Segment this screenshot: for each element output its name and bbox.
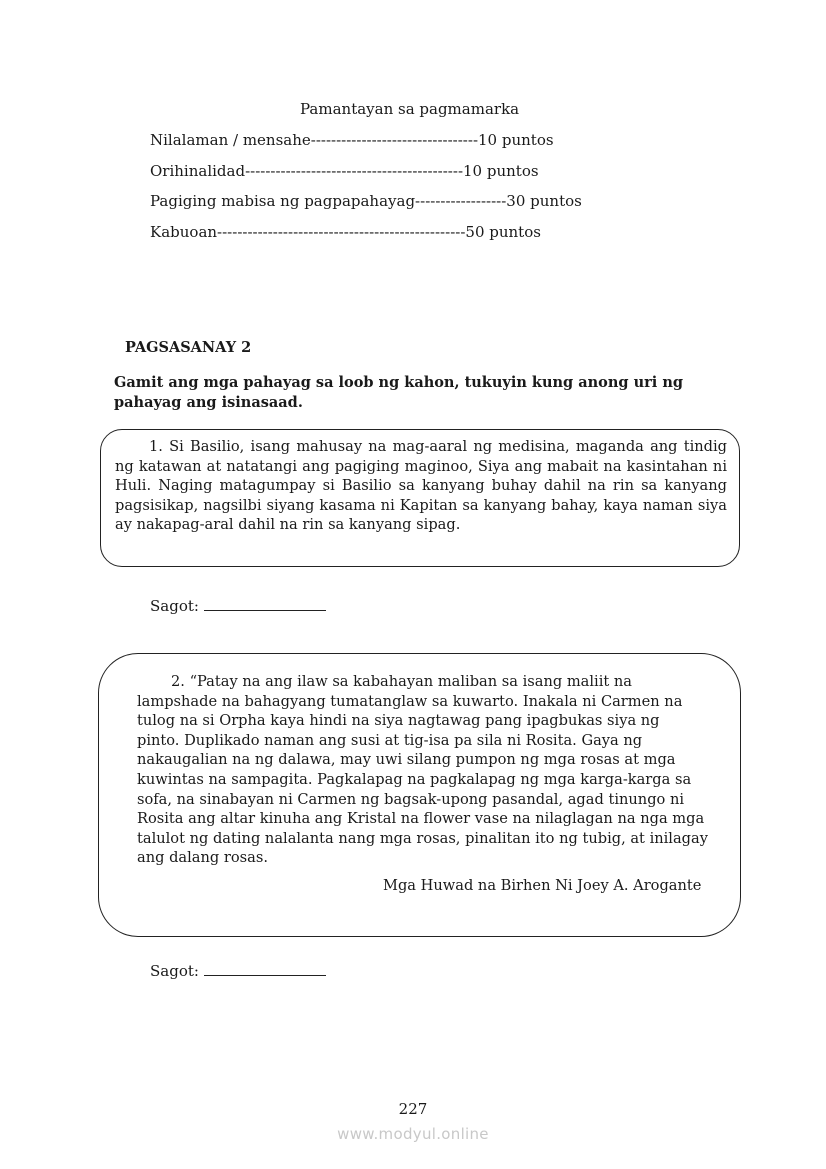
rubric-row-total: Kabuoan-------------------------------------------------50 puntos [150, 223, 541, 241]
passage-2-line: talulot ng dating nalalanta nang mga rosas, pinalitan ito ng tubig, at inilagay [137, 829, 708, 847]
answer-1 [150, 597, 326, 615]
passage-2-line: ang dalang rosas. [137, 849, 268, 867]
answer-label: Sagot: [150, 962, 199, 980]
page-number: 227 [398, 1100, 428, 1118]
passage-2-line: 2. “Patay na ang ilaw sa kabahayan maliban sa isang maliit na [171, 673, 632, 690]
passage-2-line: lampshade na bahagyang tumatanglaw sa kuwarto. Inakala ni Carmen na [137, 692, 683, 710]
passage-2-text [137, 672, 727, 868]
answer-2 [150, 962, 326, 980]
instructions: Gamit ang mga pahayag sa loob ng kahon, tukuyin kung anong uri ng pahayag ang isinasaad. [114, 374, 683, 411]
passage-2-line: nakaugalian na ng dalawa, may uwi silang pumpon ng mga rosas at mga [137, 751, 676, 769]
answer-blank-1[interactable] [204, 598, 326, 611]
rubric-title: Pamantayan sa pagmamarka [300, 100, 520, 118]
passage-2-attribution: Mga Huwad na Birhen Ni Joey A. Arogante [383, 877, 702, 894]
watermark: www.modyul.online [337, 1125, 489, 1143]
section-title: PAGSASANAY 2 [125, 339, 252, 356]
passage-2-line: pinto. Duplikado naman ang susi at tig-isa pa sila ni Rosita. Gaya ng [137, 731, 643, 749]
passage-2-line: Rosita ang altar kinuha ang Kristal na flower vase na nilaglagan na nga mga [137, 810, 705, 828]
answer-label: Sagot: [150, 597, 199, 615]
passage-1-text: 1. Si Basilio, isang mahusay na mag-aaral ng medisina, maganda ang tindig ng katawan at natatangi ang pagiging maginoo, Siya ang mabait na kasintahan ni Huli. Naging matagumpay si Basilio sa kanyang buhay dahil na rin sa kanyang pagsisikap, nagsilbi siyang kasama ni Kapitan sa kanyang bahay, kaya naman siya ay nakapag-aral dahil na rin sa kanyang sipag. [115, 438, 727, 534]
rubric-row-content: Nilalaman / mensahe---------------------------------10 puntos [150, 131, 554, 149]
passage-2-line: tulog na si Orpha kaya hindi na siya nagtawag pang ipagbukas siya ng [137, 712, 660, 730]
answer-blank-2[interactable] [204, 963, 326, 976]
rubric-row-effectiveness: Pagiging mabisa ng pagpapahayag------------------30 puntos [150, 192, 582, 210]
passage-2-line: kuwintas na sampagita. Pagkalapag na pagkalapag ng mga karga-karga sa [137, 770, 692, 788]
passage-2-line: sofa, na sinabayan ni Carmen ng bagsak-upong pasandal, agad tinungo ni [137, 790, 685, 808]
rubric-row-originality: Orihinalidad-------------------------------------------10 puntos [150, 162, 539, 180]
